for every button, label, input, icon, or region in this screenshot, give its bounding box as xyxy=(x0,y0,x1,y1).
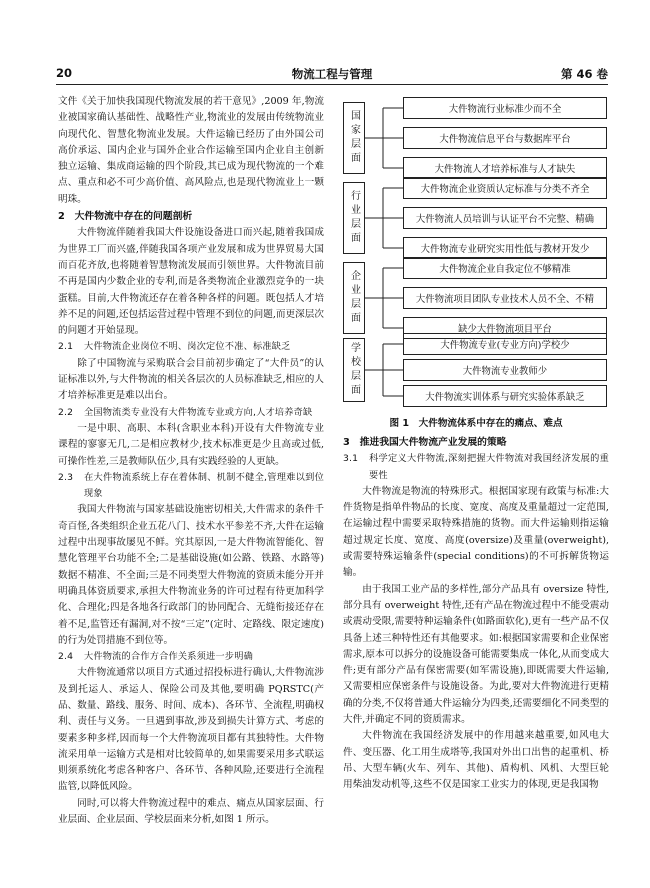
figure-box: 大件物流企业资质认定标准与分类不齐全 xyxy=(403,177,607,199)
figure-box: 大件物流专业研究实用性低与教材开发少 xyxy=(403,237,607,259)
subsection-3-1-paragraph-1: 大件物流是物流的特殊形式。根据国家现有政策与标准:大件货物是指单件物品的长度、宽度、高度及重量超过一定范围,在运输过程中需要采取特殊措施的货物。而大件运输则指运输超过规定长度、宽度、高度(oversize)及重量(overweight),或需要特殊运输条件(special conditions)的不可拆解货物运输。 xyxy=(343,485,609,579)
section-3-heading: 3 推进我国大件物流产业发展的策略 xyxy=(343,437,507,448)
intro-paragraph: 文件《关于加快我国现代物流发展的若干意见》,2009 年,物流业被国家确认基础性、战略性产业,物流业的发展由传统物流业向现代化、智慧化物流业发展。大件运输已经历了由外国公司高价承运、国内企业与国外企业合作运输至国内企业自主创新独立运输、集成商运输的四个阶段,其已成为现代物流的一个难点、重点和必不可少高价值、高风险点,也是现代物流业上一颗明珠。 xyxy=(58,96,324,205)
group-label-national: 国家层面 xyxy=(343,102,365,174)
subsection-2-4-paragraph: 大件物流通常以项目方式通过招投标进行确认,大件物流涉及到托运人、承运人、保险公司及其他,要明确 PQRSTC(产品、数量、路线、服务、时间、成本)、各环节、全流程,明确权利、责任与义务。一旦遇到事故,涉及到损失计算方式、考虑的要素多种多样,因而每一个大件物流项目都有其独特性。大件物流采用单一运输方式是相对比较简单的,如果需要采用多式联运则须系统化考虑各种客户、各环节、各种风险,还要进行全流程监管,以降低风险。 xyxy=(58,667,324,793)
subsection-title: 大件物流的合作方合作关系须进一步明确 xyxy=(84,651,253,663)
figure-box: 缺少大件物流项目平台 xyxy=(403,317,607,339)
subsection-3-1-paragraph-2: 由于我国工业产品的多样性,部分产品具有 oversize 特性,部分具有 overweight 特性,还有产品在物流过程中不能受震动或震动受限,需要特种运输条件(如路面软化),更有一些产品不仅具备上述三种特性还有其他要求。如:根据国家需要和企业保密需求,原本可以拆分的设施设备可能需要集成一体化,从而变成大件;更有部分产品有保密需要(如军需设施),即既需要大件运输,又需要相应保密条件与设施设备。为此,要对大件物流进行更精确的分类,不仅将普通大件运输分为四类,还需要细化不同类型的大件,并确定不同的资质需求。 xyxy=(343,583,609,726)
subsection-2-2-paragraph: 一是中职、高职、本科(含职业本科)开设有大件物流专业课程的寥寥无几,二是相应教材少,技术标准更是少且高或过低,可操作性差,三是教师队伍少,具有实践经验的人更缺。 xyxy=(58,422,324,467)
subsection-title: 科学定义大件物流,深刻把握大件物流对我国经济发展的重要性 xyxy=(369,453,609,481)
subsection-2-3-paragraph: 我国大件物流与国家基础设施密切相关,大件需求的条件千奇百怪,各类组织企业五花八门、技术水平参差不齐,大件在运输过程中出现事故屡见不鲜。究其原因,一是大件物流智能化、智慧化管理平台功能不全;二是基础设施(如公路、铁路、水路等)数据不精准、不全面;三是不同类型大件物流的资质未能分开并明确具体资质要求,承担大件物流业务的许可过程有待更加科学化、合理化;四是各地各行政部门的协同配合、无缝衔接还存在着不足,监管还有漏洞,对不按“三定”(定时、定路线、限定速度)的行为处罚措施不到位等。 xyxy=(58,504,324,646)
figure-box: 大件物流企业自我定位不够精准 xyxy=(403,257,607,279)
subsection-3-1-paragraph-3: 大件物流在我国经济发展中的作用越来越重要,如风电大件、变压器、化工用生成塔等,我国对外出口出售的起重机、桥吊、大型车辆(火车、列车、其他)、盾构机、风机、大型巨轮用柴油发动机等,这些不仅是国家工业实力的体现,更是我国物 xyxy=(343,730,609,791)
figure-box: 大件物流人员培训与认证平台不完整、精确 xyxy=(403,207,607,229)
figure-box: 大件物流专业(专业方向)学校少 xyxy=(403,333,607,355)
section-2-heading: 2 大件物流中存在的问题剖析 xyxy=(58,211,193,223)
subsection-number: 2.2 xyxy=(58,406,74,418)
journal-title: 物流工程与管理 xyxy=(291,67,373,81)
volume-label: 第 46 卷 xyxy=(560,67,608,81)
section-2-paragraph: 大件物流伴随着我国大件设施设备进口而兴起,随着我国成为世界工厂而兴盛,伴随我国各项产业发展和成为世界贸易大国而百花齐放,也将随着智慧物流发展而引领世界。大件物流目前不再是国内少数企业的专利,而是各类物流企业激烈竞争的一块蛋糕。目前,大件物流还存在着各种各样的问题。既包括人才培养不足的问题,还包括运营过程中管理不到位的问题,而更深层次的问题才开始显现。 xyxy=(58,227,324,337)
figure-box: 大件物流项目团队专业技术人员不全、不精 xyxy=(403,287,607,309)
subsection-title: 全国物流类专业没有大件物流专业或方向,人才培养奇缺 xyxy=(84,406,313,418)
subsection-number: 3.1 xyxy=(343,453,359,465)
figure-box: 大件物流实训体系与研究实验体系缺乏 xyxy=(403,385,607,407)
group-label-school: 学校层面 xyxy=(343,338,365,402)
figure-box: 大件物流信息平台与数据库平台 xyxy=(403,127,607,149)
figure-caption: 图 1 大件物流体系中存在的痛点、难点 xyxy=(389,418,563,429)
page-number: 20 xyxy=(56,66,73,80)
subsection-title: 大件物流企业岗位不明、岗次定位不准、标准缺乏 xyxy=(84,341,291,353)
group-label-industry: 行业层面 xyxy=(343,182,365,254)
subsection-2-3-heading xyxy=(58,470,324,503)
closing-paragraph: 同时,可以将大件物流过程中的难点、痛点从国家层面、行业层面、企业层面、学校层面来分析,如图 1 所示。 xyxy=(58,797,324,826)
subsection-2-2-heading xyxy=(58,405,324,421)
subsection-title: 在大件物流系统上存在着体制、机制不健全,管理难以到位现象 xyxy=(84,471,324,500)
subsection-number: 2.4 xyxy=(58,651,74,663)
figure-box: 大件物流行业标准少而不全 xyxy=(403,97,607,119)
subsection-2-1-heading xyxy=(58,339,324,355)
figure-1 xyxy=(343,94,609,404)
figure-box: 大件物流人才培养标准与人才缺失 xyxy=(403,157,607,179)
subsection-2-4-heading xyxy=(58,649,324,665)
subsection-number: 2.1 xyxy=(58,341,74,353)
left-column xyxy=(58,94,324,828)
figure-box: 大件物流专业教师少 xyxy=(403,359,607,381)
subsection-number: 2.3 xyxy=(58,471,74,483)
group-label-enterprise: 企业层面 xyxy=(343,262,365,334)
header-rule xyxy=(56,84,608,85)
page-header xyxy=(56,64,608,82)
subsection-3-1-heading xyxy=(343,451,609,484)
right-column xyxy=(343,434,609,794)
subsection-2-1-paragraph: 除了中国物流与采购联合会目前初步确定了“大件员”的认证标准以外,与大件物流的相关各层次的人员标准缺乏,相应的人才培养标准更是难以出台。 xyxy=(58,357,324,402)
